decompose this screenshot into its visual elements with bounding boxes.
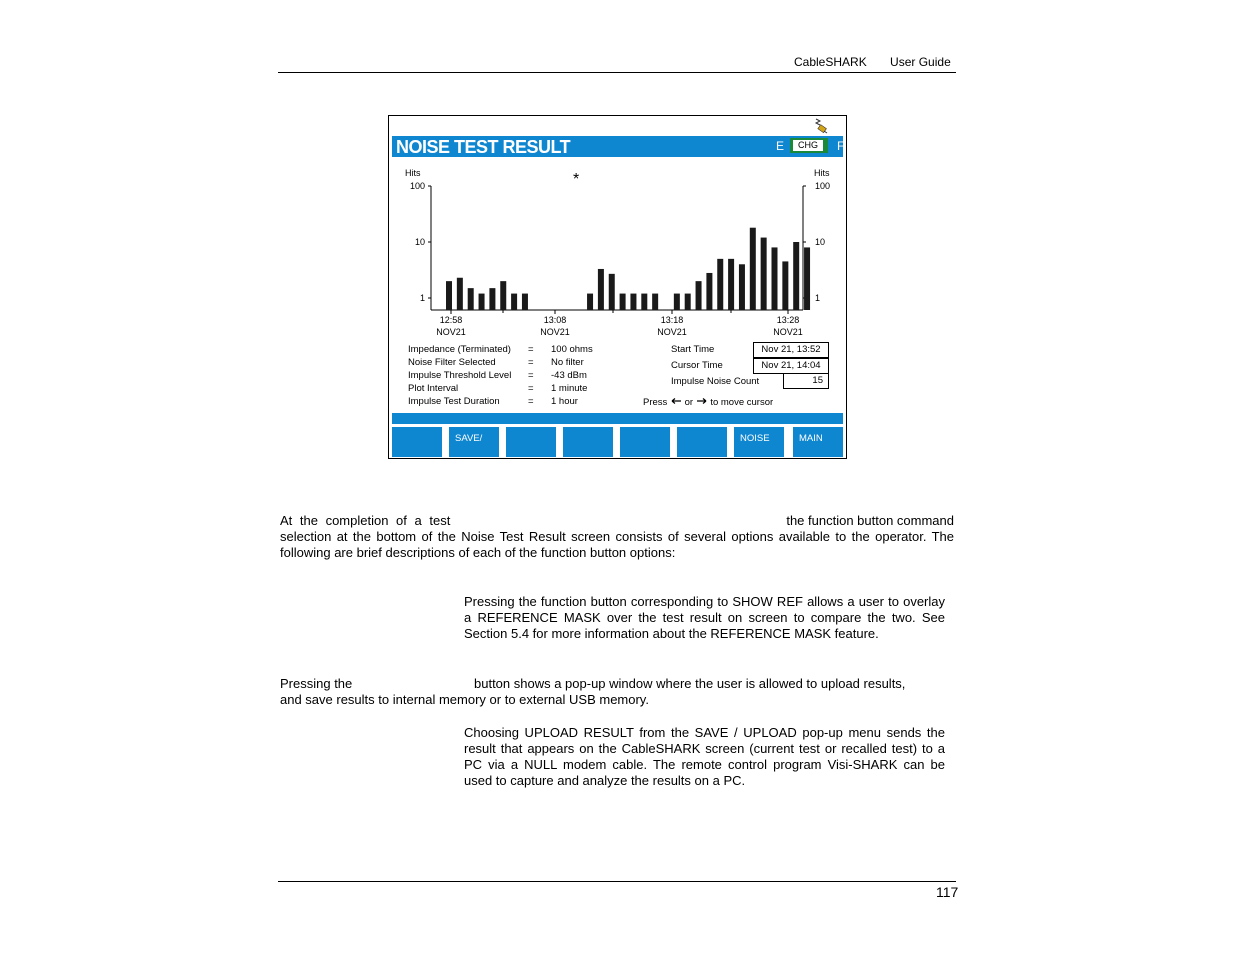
param-eq: =: [528, 383, 534, 394]
save-upload-rest: and save results to internal memory or to external USB memory.: [280, 692, 649, 707]
bar: [641, 294, 647, 310]
params-list: [408, 343, 638, 408]
bar: [620, 294, 626, 310]
param-eq: =: [528, 370, 534, 381]
y-label-right: Hits: [814, 168, 830, 178]
function-button-4[interactable]: [563, 427, 613, 457]
param-row: [408, 382, 638, 395]
header-guide: User Guide: [890, 55, 951, 69]
impulse-count-text: 15: [812, 375, 823, 386]
bar: [522, 294, 528, 310]
function-button-row: [392, 427, 843, 469]
noise-chart: [389, 164, 846, 344]
x-tick-date: NOV21: [773, 327, 803, 337]
screen-title: NOISE TEST RESULT: [396, 137, 571, 157]
impulse-count-value: [783, 373, 829, 389]
intro-start-text: At the completion of a test: [280, 513, 451, 528]
bar: [706, 273, 712, 310]
chg-label: CHG: [793, 140, 823, 151]
footer-rule: [278, 881, 956, 882]
bar: [500, 281, 506, 310]
bar: [717, 259, 723, 310]
header-product: CableSHARK: [794, 55, 867, 69]
paragraph-save-upload: [280, 676, 954, 708]
param-label: Impulse Threshold Level: [408, 370, 512, 381]
cursor-hint: [643, 396, 773, 409]
bar: [511, 294, 517, 310]
intro-rest: selection at the bottom of the Noise Test Result screen consists of several options available to the operator. The following are brief descriptions of each of the function button options:: [280, 529, 954, 560]
x-tick-date: NOV21: [436, 327, 466, 337]
param-row: [408, 356, 638, 369]
hint-press: Press: [643, 397, 668, 408]
intro-end: the function button command: [786, 513, 954, 528]
bar: [782, 261, 788, 310]
paragraph-show-ref: Pressing the function button corresponding to SHOW REF allows a user to overlay a REFERENCE MASK over the test result on screen to compare the two. See Section 5.4 for more information about the REFERENCE MASK feature.: [464, 594, 945, 641]
bar: [479, 294, 485, 310]
page-header: [794, 55, 951, 69]
x-tick-time: 13:18: [660, 315, 684, 325]
param-label: Impedance (Terminated): [408, 344, 511, 355]
x-tick-time: 13:28: [776, 315, 800, 325]
param-value: 1 minute: [551, 383, 588, 394]
save-upload-end: button shows a pop-up window where the user is allowed to upload results,: [474, 676, 906, 691]
y-tick-right: 1: [815, 293, 821, 303]
impulse-count-label: Impulse Noise Count: [671, 376, 760, 387]
save-upload-start: Pressing the: [280, 676, 353, 691]
param-label: Impulse Test Duration: [408, 396, 500, 407]
function-button-6[interactable]: [677, 427, 727, 457]
param-eq: =: [528, 396, 534, 407]
arrow-left-icon: [670, 397, 682, 405]
param-eq: =: [528, 344, 534, 355]
start-time-value: Nov 21, 13:52: [753, 342, 829, 358]
bar: [587, 294, 593, 310]
bar: [446, 281, 452, 310]
param-row: [408, 395, 638, 408]
function-button-3[interactable]: [506, 427, 556, 457]
y-tick-left: 1: [419, 293, 425, 303]
y-label-left: Hits: [405, 168, 421, 178]
bar: [489, 288, 495, 310]
device-screen: [388, 115, 847, 469]
bar: [598, 269, 604, 310]
start-time-label: Start Time: [671, 344, 715, 355]
hint-move: to move cursor: [710, 397, 774, 408]
param-row: [408, 369, 638, 382]
function-button-5[interactable]: [620, 427, 670, 457]
status-bar: [392, 413, 843, 424]
bar: [630, 294, 636, 310]
bar: [804, 247, 810, 310]
hint-or: or: [684, 397, 694, 408]
bar: [674, 294, 680, 310]
bar: [793, 242, 799, 310]
bar: [696, 281, 702, 310]
y-tick-right: 10: [815, 237, 826, 247]
bar: [652, 294, 658, 310]
plug-icon: [813, 118, 829, 134]
param-value: 100 ohms: [551, 344, 593, 355]
param-label: Plot Interval: [408, 383, 459, 394]
bar: [457, 278, 463, 310]
param-value: 1 hour: [551, 396, 578, 407]
param-eq: =: [528, 357, 534, 368]
title-bar: [392, 136, 843, 157]
main-menu-button[interactable]: MAIN MENU: [793, 427, 843, 457]
page-number: 117: [936, 884, 959, 900]
y-tick-left: 10: [414, 237, 425, 247]
bar: [761, 238, 767, 310]
param-row: [408, 343, 638, 356]
save-upload-button[interactable]: SAVE/ UPLOAD: [449, 427, 499, 457]
cursor-marker: *: [573, 171, 580, 188]
bar: [609, 274, 615, 310]
y-tick-left: 100: [409, 181, 425, 191]
y-tick-right: 100: [815, 181, 831, 191]
x-tick-date: NOV21: [657, 327, 687, 337]
bar: [728, 259, 734, 310]
noise-setup-button[interactable]: NOISE SETUP: [734, 427, 784, 457]
paragraph-upload-result: Choosing UPLOAD RESULT from the SAVE / UPLOAD pop-up menu sends the result that appears on the CableSHARK screen (current test or recalled test) to a PC via a NULL modem cable. The remote control program Visi-SHARK can be used to capture and analyze the results on a PC.: [464, 725, 945, 788]
x-tick-date: NOV21: [540, 327, 570, 337]
status-f: F: [837, 139, 845, 153]
cursor-time-value: Nov 21, 14:04: [753, 358, 829, 374]
status-e: E: [776, 139, 785, 153]
bar: [468, 288, 474, 310]
x-tick-time: 12:58: [439, 315, 463, 325]
x-tick-time: 13:08: [543, 315, 567, 325]
intro-start: [280, 513, 458, 529]
bar: [772, 247, 778, 310]
header-rule: [278, 72, 956, 73]
cursor-time-label: Cursor Time: [671, 360, 723, 371]
bar: [685, 294, 691, 310]
chg-badge: [790, 138, 828, 153]
param-value: -43 dBm: [551, 370, 587, 381]
bar: [739, 264, 745, 310]
param-value: No filter: [551, 357, 584, 368]
bar: [750, 228, 756, 310]
function-button-1[interactable]: [392, 427, 442, 457]
arrow-right-icon: [696, 397, 708, 405]
paragraph-intro: [280, 513, 954, 561]
param-label: Noise Filter Selected: [408, 357, 496, 368]
